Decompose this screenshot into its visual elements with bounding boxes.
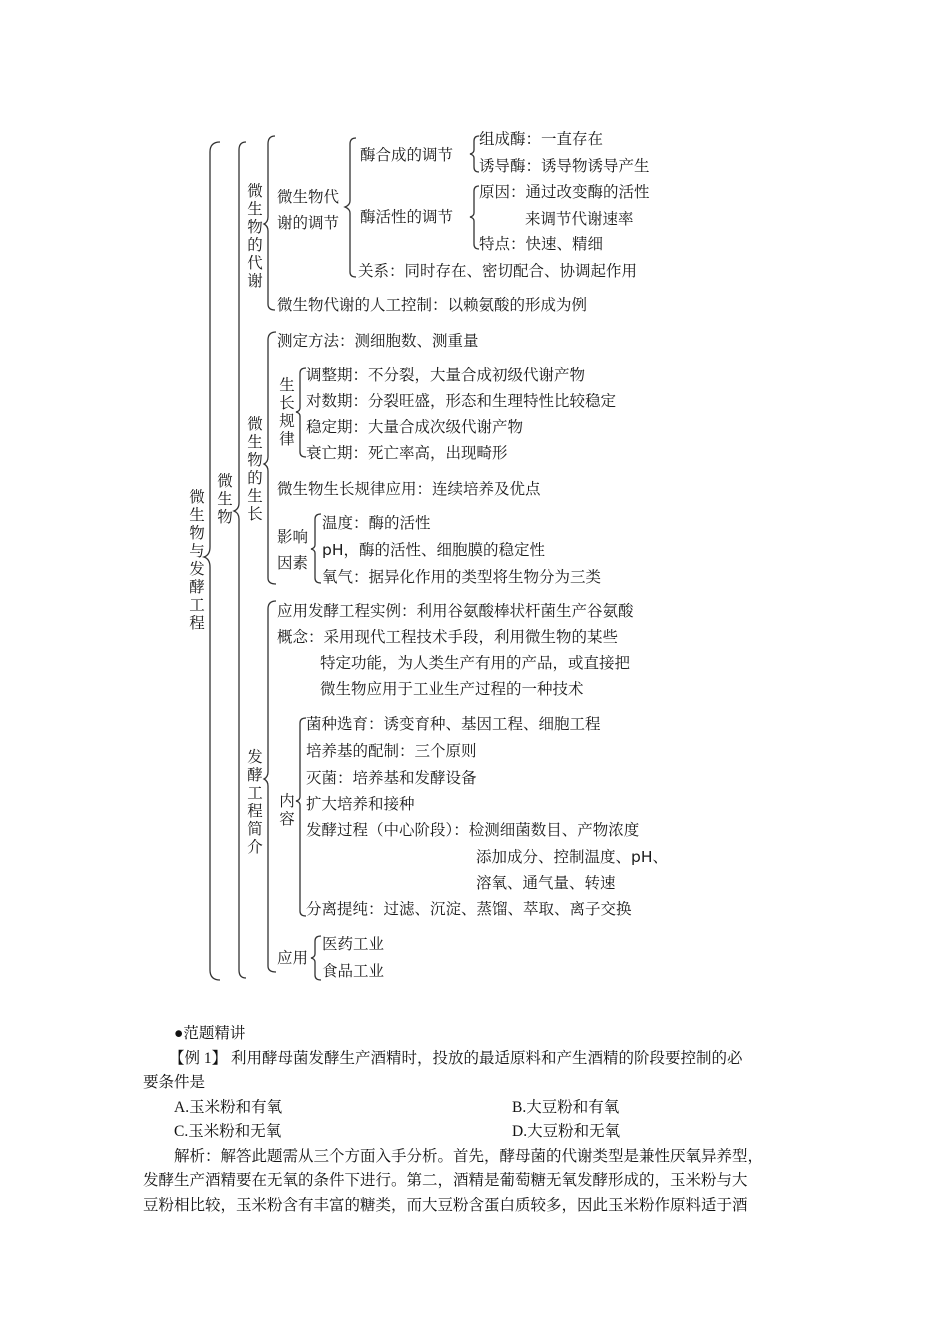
fermentation-example: 应用发酵工程实例：利用谷氨酸棒状杆菌生产谷氨酸	[277, 602, 634, 620]
inducible-enzyme: 诱导酶：诱导物诱导产生	[479, 157, 650, 175]
analysis-line-3: 豆粉相比较，玉米粉含有丰富的糖类，而大豆粉含蛋白质较多，因此玉米粉作原料适于酒	[143, 1196, 748, 1214]
use-food: 食品工业	[322, 962, 385, 980]
activity-feature: 特点：快速、精细	[479, 235, 604, 253]
question-text: 利用酵母菌发酵生产酒精时，投放的最适原料和产生酒精的阶段要控制的必	[227, 1049, 743, 1067]
question-line-2: 要条件是	[143, 1074, 206, 1091]
metabolism-label: 微 生 物 的 代 谢	[247, 182, 263, 290]
process-line-1: 发酵过程（中心阶段）：检测细菌数目、产物浓度	[306, 821, 640, 839]
process-line-3: 溶氧、通气量、转速	[476, 874, 616, 892]
factor-label-1: 影响	[277, 528, 309, 546]
factor-ph: pH，酶的活性、细胞膜的稳定性	[322, 541, 545, 559]
factor-temperature: 温度：酶的活性	[322, 514, 431, 532]
concept-line-2: 特定功能，为人类生产有用的产品，或直接把	[320, 654, 631, 672]
process-line-2: 添加成分、控制温度、pH、	[476, 848, 668, 866]
activity-reason-1: 原因：通过改变酶的活性	[479, 183, 650, 201]
relation-text: 关系：同时存在、密切配合、协调起作用	[358, 262, 638, 280]
use-label: 应用	[277, 949, 309, 967]
medium-prep: 培养基的配制：三个原则	[306, 742, 477, 760]
fermentation-label: 发 酵 工 程 简 介	[247, 748, 263, 856]
content-label: 内 容	[279, 792, 295, 828]
option-b[interactable]: B.大豆粉和有氧	[512, 1098, 620, 1116]
option-c[interactable]: C.玉米粉和无氧	[174, 1123, 282, 1140]
separation: 分离提纯：过滤、沉淀、蒸馏、萃取、离子交换	[306, 900, 632, 918]
factor-label-2: 因素	[277, 554, 309, 572]
enzyme-activity-label: 酶活性的调节	[360, 208, 454, 226]
option-a[interactable]: A.玉米粉和有氧	[174, 1098, 283, 1116]
lag-phase: 调整期：不分裂，大量合成初级代谢产物	[306, 366, 586, 384]
example-label: 【例 1】	[169, 1049, 228, 1067]
strain-selection: 菌种选育：诱变育种、基因工程、细胞工程	[306, 715, 601, 733]
growth-application: 微生物生长规律应用：连续培养及优点	[277, 480, 541, 498]
options-row-2	[143, 1120, 811, 1145]
root-label: 微 生 物 与 发 酵 工 程	[189, 488, 205, 632]
enzyme-synthesis-label: 酶合成的调节	[360, 146, 454, 164]
factor-oxygen: 氧气：据异化作用的类型将生物分为三类	[322, 568, 602, 586]
artificial-control: 微生物代谢的人工控制：以赖氨酸的形成为例	[277, 296, 588, 314]
concept-line-3: 微生物应用于工业生产过程的一种技术	[320, 680, 584, 698]
activity-reason-2: 来调节代谢速率	[525, 210, 634, 228]
decline-phase: 衰亡期：死亡率高，出现畸形	[306, 444, 508, 462]
growth-label: 微 生 物 的 生 长	[247, 415, 263, 523]
regulation-label-1: 微生物代	[277, 188, 340, 206]
stable-phase: 稳定期：大量合成次级代谢产物	[306, 418, 524, 436]
measure-method: 测定方法：测细胞数、测重量	[277, 332, 479, 350]
regulation-label-2: 谢的调节	[277, 214, 340, 232]
log-phase: 对数期：分裂旺盛，形态和生理特性比较稳定	[306, 392, 617, 410]
option-d[interactable]: D.大豆粉和无氧	[512, 1123, 621, 1140]
analysis-line-2: 发酵生产酒精要在无氧的条件下进行。第二，酒精是葡萄糖无氧发酵形成的，玉米粉与大	[143, 1172, 748, 1189]
question-line-1	[143, 1047, 811, 1072]
example-section	[143, 1022, 811, 1218]
concept-line-1: 概念：采用现代工程技术手段，利用微生物的某些	[277, 628, 619, 646]
analysis-line-1: 解析：解答此题需从三个方面入手分析。首先，酵母菌的代谢类型是兼性厌氧异养型，	[174, 1147, 764, 1165]
growth-law-label: 生 长 规 律	[279, 376, 295, 448]
expand-culture: 扩大培养和接种	[306, 795, 415, 813]
constitutive-enzyme: 组成酶：一直存在	[479, 130, 604, 148]
use-medicine: 医药工业	[322, 935, 385, 953]
microbe-label: 微 生 物	[217, 472, 233, 526]
options-row-1	[143, 1096, 811, 1121]
section-heading: ●范题精讲	[174, 1025, 246, 1042]
sterilization: 灭菌：培养基和发酵设备	[306, 769, 477, 787]
